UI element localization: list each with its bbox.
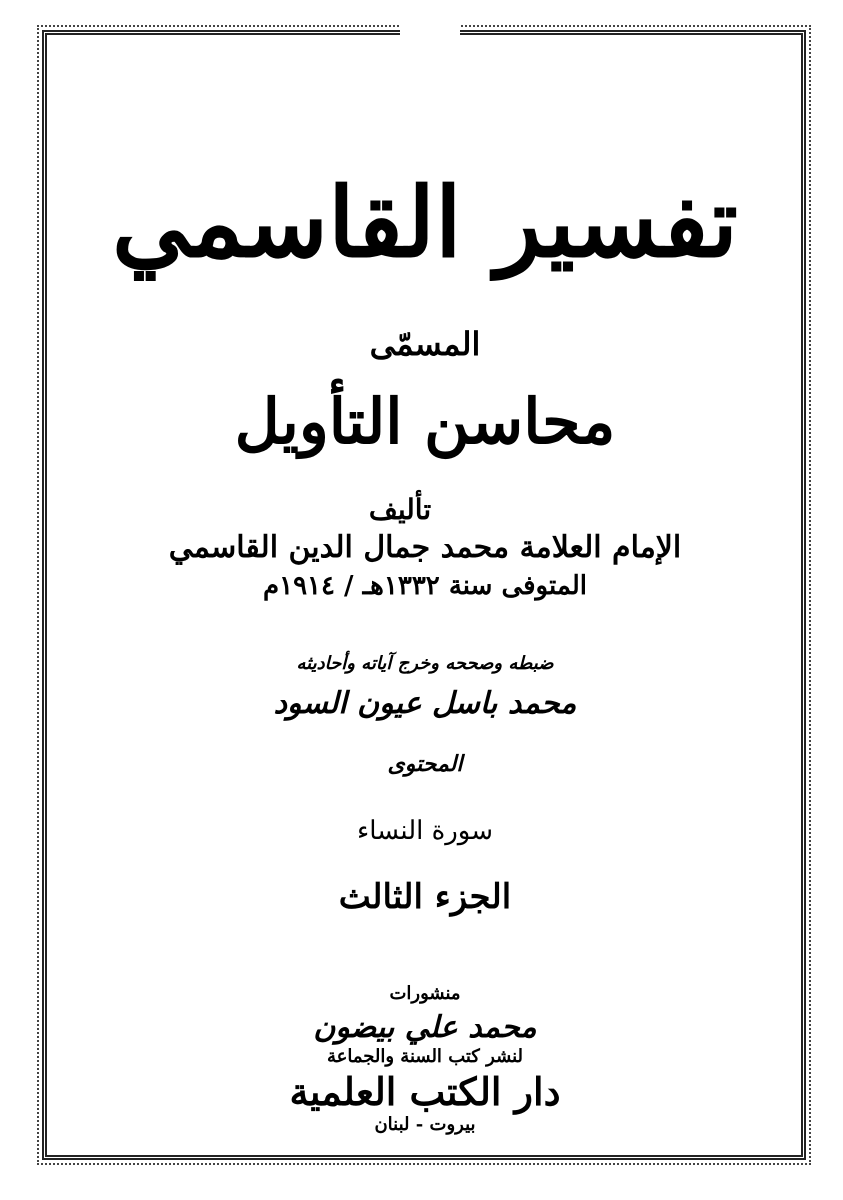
named-label: المسمّى — [369, 325, 481, 363]
publisher-name: دار الكتب العلمية — [289, 1069, 561, 1114]
title-page — [60, 0, 790, 1200]
authorship-label: تأليف — [368, 493, 432, 526]
publisher-owner-name: محمد علي بيضون — [313, 1010, 537, 1045]
editor-role: ضبطه وصححه وخرج آياته وأحاديثه — [296, 653, 554, 674]
surah-name: سورة النساء — [357, 816, 493, 846]
author-death-date: المتوفى سنة ١٣٣٢هـ / ١٩١٤م — [263, 571, 587, 601]
contents-label: المحتوى — [387, 751, 463, 777]
publisher-purpose: لنشر كتب السنة والجماعة — [326, 1046, 524, 1067]
book-subtitle: محاسن التأويل — [234, 385, 616, 458]
publications-label: منشورات — [389, 983, 461, 1004]
volume-label: الجزء الثالث — [338, 877, 512, 917]
author-name: الإمام العلامة محمد جمال الدين القاسمي — [168, 530, 682, 565]
publisher-city: بيروت - لبنان — [374, 1114, 476, 1135]
editor-name: محمد باسل عيون السود — [273, 686, 577, 721]
book-title: تفسير القاسمي — [112, 166, 738, 279]
